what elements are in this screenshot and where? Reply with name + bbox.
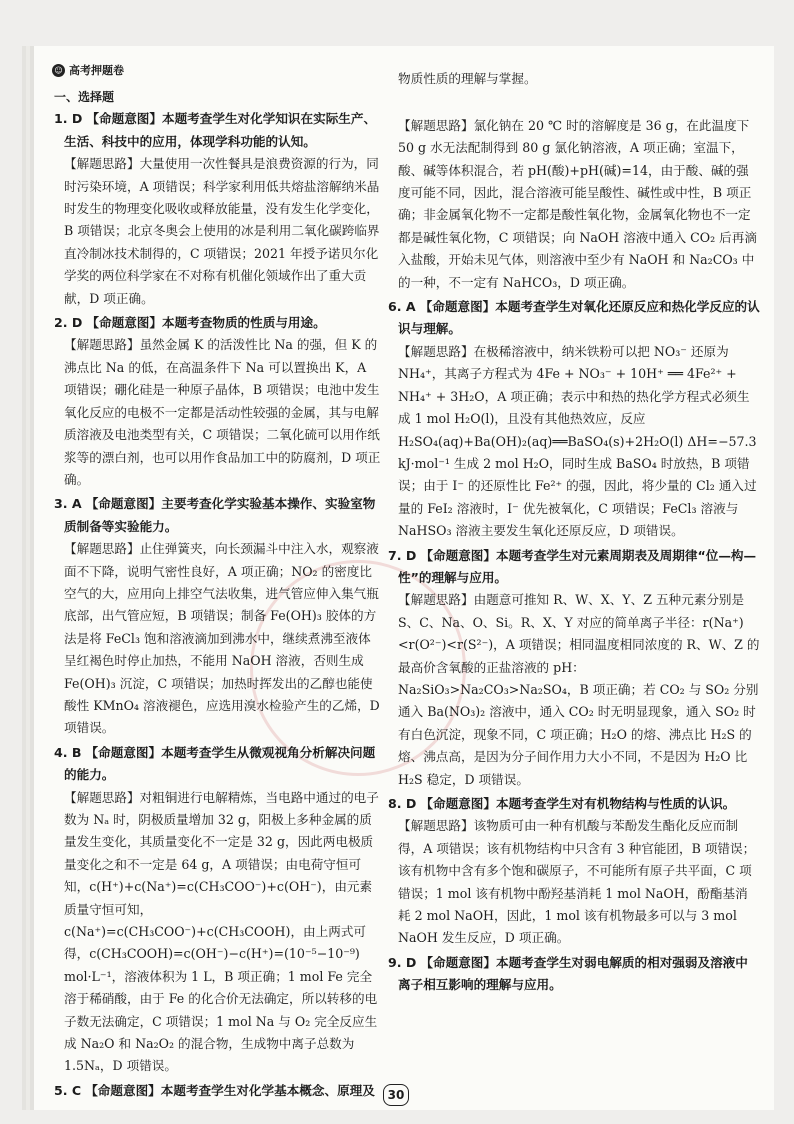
analysis-text: 【解题思路】大量使用一次性餐具是浪费资源的行为，同时污染环境，A 项错误；科学家利用低共熔盐溶解纳米晶时发生的物理变化吸收或释放能量，没有发生化学变化，B 项错误；北京冬奥会上使用的冰是利用二氧化碳跨临界直冷制冰技术制得的，C 项错误；2021 年授予诺贝尔化学奖的两位科学家在不对称有机催化领域作出了重大贡献，D 项正确。 xyxy=(64,156,380,306)
panda-logo-icon: ☺ xyxy=(52,64,65,77)
answer-item xyxy=(398,92,760,294)
analysis-text: 【解题思路】由题意可推知 R、W、X、Y、Z 五种元素分别是 S、C、Na、O、Si。R、X、Y 对应的简单离子半径：r(Na⁺)<r(O²⁻)<r(S²⁻)，A 项错误；相同温度相同浓度的 R、W、Z 的最高价含氧酸的正盐溶液的 pH：Na₂SiO₃>Na₂CO₃>Na₂SO₄，B 项正确；若 CO₂ 与 SO₂ 分别通入 Ba(NO₃)₂ 溶液中，通入 CO₂ 时无明显现象，通入 SO₂ 时有白色沉淀，现象不同，C 项正确；H₂O 的熔、沸点比 H₂S 的熔、沸点高，是因为分子间作用力大小不同，不是因为 H₂O 比 H₂S 稳定，D 项错误。 xyxy=(398,592,760,787)
analysis-text: 【解题思路】对粗铜进行电解精炼，当电路中通过的电子数为 Nₐ 时，阴极质量增加 32 g，阳极上多种金属的质量发生变化，其质量变化不一定是 32 g，因此两电极质量变化之和不一定是 64 g，A 项错误；由电荷守恒可知，c(H⁺)+c(Na⁺)=c(CH₃COO⁻)+c(OH⁻)，由元素质量守恒可知，c(Na⁺)=c(CH₃COO⁻)+c(CH₃COOH)，由上两式可得，c(CH₃COOH)=c(OH⁻)−c(H⁺)=(10⁻⁵−10⁻⁹) mol·L⁻¹，溶液体积为 1 L，B 项正确；1 mol Fe 完全溶于稀硝酸，由于 Fe 的化合价无法确定，所以转移的电子数无法确定，C 项错误；1 mol Na 与 O₂ 完全反应生成 Na₂O 和 Na₂O₂ 的混合物，生成物中离子总数为 1.5Nₐ，D 项错误。 xyxy=(64,789,379,1074)
intent-text: 【命题意图】本题考查学生对化学基本概念、原理及 xyxy=(85,1082,375,1098)
question-number: 5. C xyxy=(54,1082,82,1098)
intent-text: 【命题意图】本题考查学生对化学知识在实际生产、生活、科技中的应用，体现学科功能的认知。 xyxy=(64,111,377,149)
intent-text: 【命题意图】本题考查物质的性质与用途。 xyxy=(86,315,326,331)
intent-text: 【命题意图】本题考查学生对氧化还原反应和热化学反应的认识与理解。 xyxy=(398,299,760,337)
question-number: 2. D xyxy=(54,315,83,331)
question-number: 9. D xyxy=(388,954,417,970)
answer-item xyxy=(54,742,382,1078)
answer-item xyxy=(388,793,760,950)
answer-item xyxy=(388,952,760,997)
question-number: 3. A xyxy=(54,496,82,512)
analysis-text: 【解题思路】虽然金属 K 的活泼性比 Na 的强，但 K 的沸点比 Na 的低，在高温条件下 Na 可以置换出 K，A 项错误；硼化硅是一种原子晶体，B 项错误；电池中发生氧化反应的电极不一定都是活动性较强的金属，其与电解质溶液及电池类型有关，C 项错误；二氧化硫可以用作纸浆等的漂白剂，也可以用作食品加工中的防腐剂，D 项正确。 xyxy=(64,337,381,487)
intent-text: 【命题意图】本题考查学生对元素周期表及周期律“位—构—性”的理解与应用。 xyxy=(398,547,757,585)
intent-text: 【命题意图】本题考查学生对弱电解质的相对强弱及溶液中离子相互影响的理解与应用。 xyxy=(398,954,748,993)
page-header xyxy=(52,62,124,78)
question-number: 7. D xyxy=(388,547,417,563)
continued-text: 物质性质的理解与掌握。 xyxy=(398,71,537,86)
question-number: 1. D xyxy=(54,111,83,127)
answer-item xyxy=(388,545,760,791)
answer-item xyxy=(54,1080,382,1102)
series-title: 高考押题卷 xyxy=(69,64,124,77)
intent-text: 【命题意图】本题考查学生对有机物结构与性质的认识。 xyxy=(420,796,736,811)
intent-text: 【命题意图】主要考查化学实验基本操作、实验室物质制备等实验能力。 xyxy=(64,496,376,534)
answer-item xyxy=(54,493,382,739)
section-title: 一、选择题 xyxy=(54,90,115,104)
page-number: 30 xyxy=(383,1084,409,1106)
question-number: 8. D xyxy=(388,796,417,811)
analysis-text: 【解题思路】该物质可由一种有机酸与苯酚发生酯化反应而制得，A 项错误；该有机物结构中只含有 3 种官能团，B 项错误；该有机物中含有多个饱和碳原子，不可能所有原子共平面，C 项错误；1 mol 该有机物中酚羟基消耗 1 mol NaOH，酚酯基消耗 2 mol NaOH，因此，1 mol 该有机物最多可以与 3 mol NaOH 发生反应，D 项正确。 xyxy=(398,818,756,946)
intent-text: 【命题意图】本题考查学生从微观视角分析解决问题的能力。 xyxy=(64,744,376,783)
analysis-text: 【解题思路】在极稀溶液中，纳米铁粉可以把 NO₃⁻ 还原为 NH₄⁺，其离子方程式为 4Fe + NO₃⁻ + 10H⁺ ══ 4Fe²⁺ + NH₄⁺ + 3H₂O，A 项正确；表示中和热的热化学方程式必须生成 1 mol H₂O(l)，且没有其他热效应，反应 H₂SO₄(aq)+Ba(OH)₂(aq)══BaSO₄(s)+2H₂O(l) ΔH=−57.3 kJ·mol⁻¹ 生成 2 mol H₂O，同时生成 BaSO₄ 时放热，B 项错误；由于 I⁻ 的还原性比 Fe²⁺ 的强，因此，将少量的 Cl₂ 通入过量的 FeI₂ 溶液时，I⁻ 优先被氧化，C 项错误；FeCl₃ 溶液与 NaHSO₃ 溶液主要发生氧化还原反应，D 项错误。 xyxy=(398,343,757,539)
left-column xyxy=(54,86,382,1104)
answer-item xyxy=(54,312,382,491)
question-number: 4. B xyxy=(54,744,82,760)
answer-item xyxy=(54,108,382,310)
question-number: 6. A xyxy=(388,299,416,315)
analysis-text: 【解题思路】止住弹簧夹，向长颈漏斗中注入水，观察液面不下降，说明气密性良好，A 项正确；NO₂ 的密度比空气的大，应用向上排空气法收集，进气管应伸入集气瓶底部，出气管应短，B 项错误；制备 Fe(OH)₃ 胶体的方法是将 FeCl₃ 饱和溶液滴加到沸水中，继续煮沸至液体呈红褐色时停止加热，不能用 NaOH 溶液，否则生成 Fe(OH)₃ 沉淀，C 项错误；加热时挥发出的乙醇也能使酸性 KMnO₄ 溶液褪色，应选用溴水检验产生的乙烯，D 项错误。 xyxy=(64,541,380,736)
right-column xyxy=(388,68,760,999)
answer-item xyxy=(388,296,760,542)
analysis-text: 【解题思路】氯化钠在 20 ℃ 时的溶解度是 36 g，在此温度下 50 g 水无法配制得到 80 g 氯化钠溶液，A 项正确；室温下，酸、碱等体积混合，若 pH(酸)+pH(碱)=14，由于酸、碱的强度可能不同，因此，混合溶液可能呈酸性、碱性或中性，B 项正确；非金属氧化物不一定都是酸性氧化物，金属氧化物也不一定都是碱性氧化物，C 项错误；向 NaOH 溶液中通入 CO₂ 后再滴入盐酸，开始未见气体，则溶液中至少有 NaOH 和 Na₂CO₃ 中的一种，不一定有 NaHCO₃，D 项正确。 xyxy=(398,117,757,290)
